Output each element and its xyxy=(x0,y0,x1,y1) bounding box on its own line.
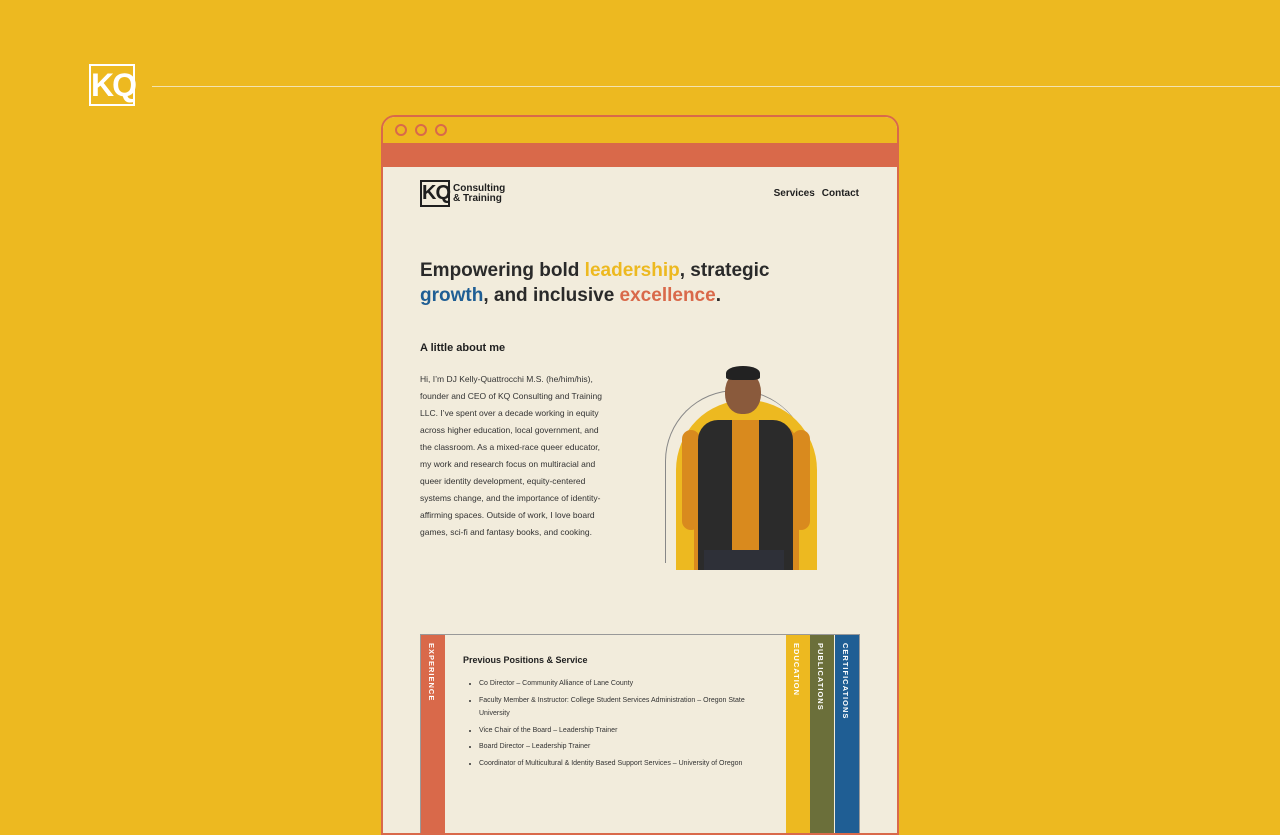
site-logo-line2: & Training xyxy=(453,192,502,204)
portrait-vest-right xyxy=(759,420,793,570)
tab-education-label: EDUCATION xyxy=(792,643,801,697)
list-item: • Co Director – Community Alliance of Lane County xyxy=(479,677,769,691)
hero-text-1: Empowering bold xyxy=(420,260,585,281)
tab-experience[interactable] xyxy=(421,635,445,835)
browser-titlebar xyxy=(383,117,897,143)
hero-text-2: , strategic xyxy=(679,260,770,281)
header-divider xyxy=(152,86,1280,87)
hero-highlight-leadership: leadership xyxy=(584,260,680,281)
tab-certifications-label: CERTIFICATIONS xyxy=(841,643,850,720)
kq-brand-logo: KQ xyxy=(89,64,135,106)
cv-panel xyxy=(420,634,860,835)
list-item: • Board Director – Leadership Trainer xyxy=(479,740,769,754)
cv-section-title: Previous Positions & Service xyxy=(463,655,588,665)
hero-text-4: . xyxy=(715,285,721,306)
website-page xyxy=(383,167,897,833)
site-logo-text xyxy=(453,184,505,204)
about-heading: A little about me xyxy=(420,342,506,354)
tab-publications[interactable] xyxy=(810,635,834,835)
tab-certifications[interactable] xyxy=(835,635,859,835)
portrait-photo xyxy=(676,400,817,570)
window-dot-maximize-icon[interactable] xyxy=(435,124,447,136)
hero-text-3: , and inclusive xyxy=(483,285,620,306)
tab-education[interactable] xyxy=(786,635,810,835)
window-dot-close-icon[interactable] xyxy=(395,124,407,136)
browser-mockup xyxy=(381,115,899,835)
portrait-hair xyxy=(726,366,760,380)
nav-link-contact[interactable]: Contact xyxy=(821,188,859,199)
site-logo-mark: KQ xyxy=(420,180,450,207)
browser-address-bar xyxy=(383,143,897,167)
nav-link-services[interactable]: Services xyxy=(773,188,815,199)
site-logo[interactable] xyxy=(420,180,505,207)
window-dot-minimize-icon[interactable] xyxy=(415,124,427,136)
about-paragraph: Hi, I’m DJ Kelly-Quattrocchi M.S. (he/him/his), founder and CEO of KQ Consulting and Training LLC. I’ve spent over a decade working in equity across higher education, local government, and the classroom. As a mixed-race queer educator, my work and research focus on multiracial and queer identity development, equity-centered systems change, and the importance of identity-affirming spaces. Outside of work, I love board games, sci-fi and fantasy books, and cooking. xyxy=(420,374,602,537)
list-item: • Coordinator of Multicultural & Identity Based Support Services – University of Oregon xyxy=(479,757,769,771)
hero-heading xyxy=(420,258,840,308)
list-item: • Vice Chair of the Board – Leadership Trainer xyxy=(479,724,769,738)
hero-highlight-excellence: excellence xyxy=(619,285,716,306)
tab-experience-label: EXPERIENCE xyxy=(427,643,436,702)
list-item: • Faculty Member & Instructor: College Student Services Administration – Oregon State University xyxy=(479,694,769,721)
site-logo-line1: Consulting xyxy=(453,182,506,194)
cv-list xyxy=(469,677,769,773)
site-nav xyxy=(774,188,859,199)
portrait-pants xyxy=(704,550,784,570)
tab-publications-label: PUBLICATIONS xyxy=(816,643,825,711)
portrait-vest-left xyxy=(698,420,732,570)
hero-highlight-growth: growth xyxy=(420,285,484,306)
